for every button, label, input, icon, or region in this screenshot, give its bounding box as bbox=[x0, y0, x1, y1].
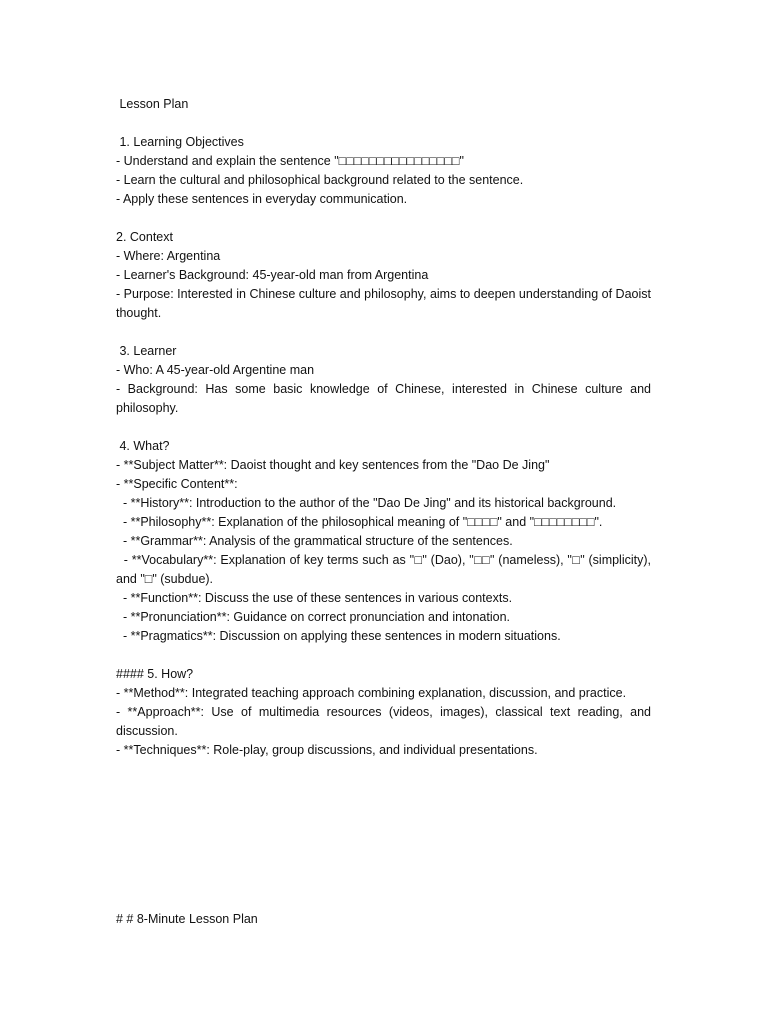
spacer bbox=[116, 418, 651, 437]
bullet-line: - **Specific Content**: bbox=[116, 477, 238, 491]
section-heading: 1. Learning Objectives bbox=[116, 135, 244, 149]
bullet-line: - Who: A 45-year-old Argentine man bbox=[116, 363, 315, 377]
bullet-line: - Where: Argentina bbox=[116, 249, 221, 263]
next-page-heading: # # 8-Minute Lesson Plan bbox=[116, 912, 258, 926]
section-heading: 4. What? bbox=[116, 439, 170, 453]
sub-bullet-line: - **History**: Introduction to the author of the "Dao De Jing" and its historical background. bbox=[116, 496, 617, 510]
spacer bbox=[116, 323, 651, 342]
section-heading: #### 5. How? bbox=[116, 667, 194, 681]
document-body bbox=[116, 95, 655, 760]
section-heading: 2. Context bbox=[116, 230, 173, 244]
section-how bbox=[116, 665, 655, 760]
bullet-line: - Apply these sentences in everyday communication. bbox=[116, 192, 408, 206]
sub-bullet-line: - **Philosophy**: Explanation of the philosophical meaning of "□□□□" and "□□□□□□□□". bbox=[116, 515, 603, 529]
section-what bbox=[116, 437, 655, 646]
sub-bullet-line: - **Pragmatics**: Discussion on applying these sentences in modern situations. bbox=[116, 629, 561, 643]
bullet-line: - Learn the cultural and philosophical background related to the sentence. bbox=[116, 173, 524, 187]
bullet-line: - **Subject Matter**: Daoist thought and key sentences from the "Dao De Jing" bbox=[116, 458, 550, 472]
section-heading: 3. Learner bbox=[116, 344, 177, 358]
bullet-line: - **Method**: Integrated teaching approach combining explanation, discussion, and practice. bbox=[116, 686, 627, 700]
bullet-line: - Purpose: Interested in Chinese culture and philosophy, aims to deepen understanding of Daoist thought. bbox=[116, 287, 655, 320]
bullet-line: - Background: Has some basic knowledge of Chinese, interested in Chinese culture and philosophy. bbox=[116, 382, 655, 415]
section-learning-objectives bbox=[116, 133, 651, 209]
bullet-line: - **Approach**: Use of multimedia resources (videos, images), classical text reading, and discussion. bbox=[116, 705, 655, 738]
sub-bullet-line: - **Grammar**: Analysis of the grammatical structure of the sentences. bbox=[116, 534, 513, 548]
spacer bbox=[116, 646, 651, 665]
sub-bullet-line: - **Vocabulary**: Explanation of key terms such as "□" (Dao), "□□" (nameless), "□" (simplicity), and "□" (subdue). bbox=[116, 553, 655, 586]
spacer bbox=[116, 114, 651, 133]
bullet-line: - **Techniques**: Role-play, group discussions, and individual presentations. bbox=[116, 743, 538, 757]
section-learner bbox=[116, 342, 655, 418]
bullet-line: - Understand and explain the sentence "□□□□□□□□□□□□□□□□" bbox=[116, 154, 464, 168]
bullet-line: - Learner's Background: 45-year-old man from Argentina bbox=[116, 268, 429, 282]
document-title: Lesson Plan bbox=[116, 97, 189, 111]
spacer bbox=[116, 209, 651, 228]
sub-bullet-line: - **Function**: Discuss the use of these sentences in various contexts. bbox=[116, 591, 513, 605]
sub-bullet-line: - **Pronunciation**: Guidance on correct pronunciation and intonation. bbox=[116, 610, 511, 624]
section-context bbox=[116, 228, 655, 323]
